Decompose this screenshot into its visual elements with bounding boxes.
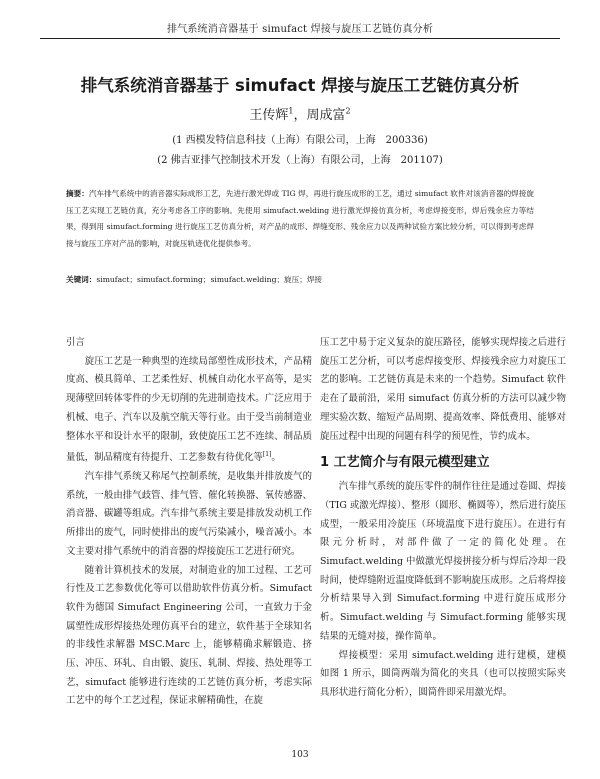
paper-title: 排气系统消音器基于 simufact 焊接与旋压工艺链仿真分析 (80, 76, 520, 95)
page-number: 103 (291, 750, 309, 760)
abstract (66, 186, 534, 252)
header-rule (40, 38, 560, 39)
abstract-text: 汽车排气系统中的消音器实际成形工艺，先进行激光焊或 TIG 焊，再进行旋压成形的工艺，通过 simufact 软件对该消音器的焊接旋压工艺实现工艺链仿真，充分考虑各工序的影响。先使用 simufact.welding 进行激光焊接仿真分析，考虑焊接变形，焊后残余应力等结果，得到用 simufact.forming 进行旋压工艺仿真分析，对产品的成形、焊缝变形、残余应力以及两种试验方案比较分析，可以得到考虑焊接与旋压工序对产品的影响，对旋压轨迹优化提供参考。 (66, 189, 535, 248)
left-column (66, 334, 312, 711)
authors (40, 104, 560, 123)
affiliation-2: (2 佛吉亚排气控制技术开发（上海）有限公司，上海 201107) (157, 155, 443, 166)
running-head: 排气系统消音器基于 simufact 焊接与旋压工艺链仿真分析 (166, 24, 434, 35)
affiliation-1: (1 西模发特信息科技（上海）有限公司，上海 200336) (172, 135, 428, 146)
right-column (320, 334, 566, 703)
section-1-heading: 1 工艺简介与有限元模型建立 (320, 455, 490, 471)
author-1-affil: 1 (288, 106, 294, 116)
keywords-label: 关键词： (66, 275, 97, 284)
section-1-paragraph-1: 汽车排气系统的旋压零件的制作往往是通过卷圆、焊接（TIG 或激光焊接）、整形（圆形、椭圆等），然后进行旋压成型，一般采用冷旋压（环境温度下进行旋压）。在进行有限元分析时，对部件做了一定的简化处理。在 Simufact.welding 中做激光焊接拼接分析与焊后冷却一段时间，使焊缝附近温度降低到不影响旋压成形。之后将焊接分析结果导入到 Simufact.forming 中进行旋压成形分析。Simufact.welding 与 Simufact.forming 能够实现结果的无缝对接，操作简单。 (320, 481, 566, 642)
intro-heading: 引言 (66, 337, 85, 348)
citation-ref: [1] (262, 451, 272, 459)
author-1: 王传辉 (249, 108, 289, 123)
intro-paragraph-3-continued: 压工艺中易于定义复杂的旋压路径，能够实现焊接之后进行旋压工艺分析，可以考虑焊接变形、焊接残余应力对旋压工艺的影响。工艺链仿真是未来的一个趋势。Simufact 软件走在了最前沿，采用 simufact 仿真分析的方法可以减少物理实验次数、缩短产品周期、提高效率、降低费用、能够对旋压过程中出现的问题有科学的预见性，节约成本。 (320, 337, 566, 442)
author-2-affil: 2 (345, 106, 351, 116)
abstract-label: 摘要： (66, 189, 89, 198)
author-2: 周成富 (306, 108, 346, 123)
intro-paragraph-1-text: 旋压工艺是一种典型的连续局部塑性成形技术，产品精度高、模具简单、工艺柔性好、机械自动化水平高等，是实现薄壁回转体零件的少无切削的先进制造技术。广泛应用于机械、电子、汽车以及航空航天等行业。由于受当前制造业整体水平和设计水平的限制，致使旋压工艺不连续、制品质量低，制品精度有待提升、工艺参数有待优化等 (66, 355, 312, 464)
keywords-text: simufact；simufact.forming；simufact.welding；旋压；焊接 (96, 275, 322, 284)
section-1-paragraph-2: 焊接模型：采用 simufact.welding 进行建模，建模如图 1 所示，圆筒两端为简化的夹具（也可以按照实际夹具形状进行简化分析），圆筒件即采用激光焊。 (320, 649, 566, 698)
intro-paragraph-2: 汽车排气系统又称尾气控制系统，是收集并排放废气的系统，一般由排气歧管、排气管、催化转换器、氧传感器、消音器、碳罐等组成。汽车排气系统主要是排放发动机工作所排出的废气，同时使排出的废气污染减小，噪音减小。本文主要对排气系统中的消音器的焊接旋压工艺进行研究。 (66, 471, 312, 557)
intro-paragraph-1 (66, 353, 312, 468)
intro-paragraph-1-end: 。 (271, 452, 281, 464)
author-separator: ， (293, 108, 307, 123)
keywords (66, 274, 534, 286)
intro-paragraph-3: 随着计算机技术的发展，对制造业的加工过程、工艺可行性及工艺参数优化等可以借助软件仿真分析。Simufact 软件为德国 Simufact Engineering 公司，一直致力于金属塑性成形焊接热处理仿真平台的建立，软件基于全球知名的非线性求解器 MSC.Marc 上，能够精确求解锻造、挤压、冲压、环轧、自由锻、旋压、轧制、焊接、热处理等工艺，simufact 能够进行连续的工艺链仿真分析，考虑实际工艺中的每个工艺过程，保证求解精确性，在旋 (66, 564, 312, 707)
